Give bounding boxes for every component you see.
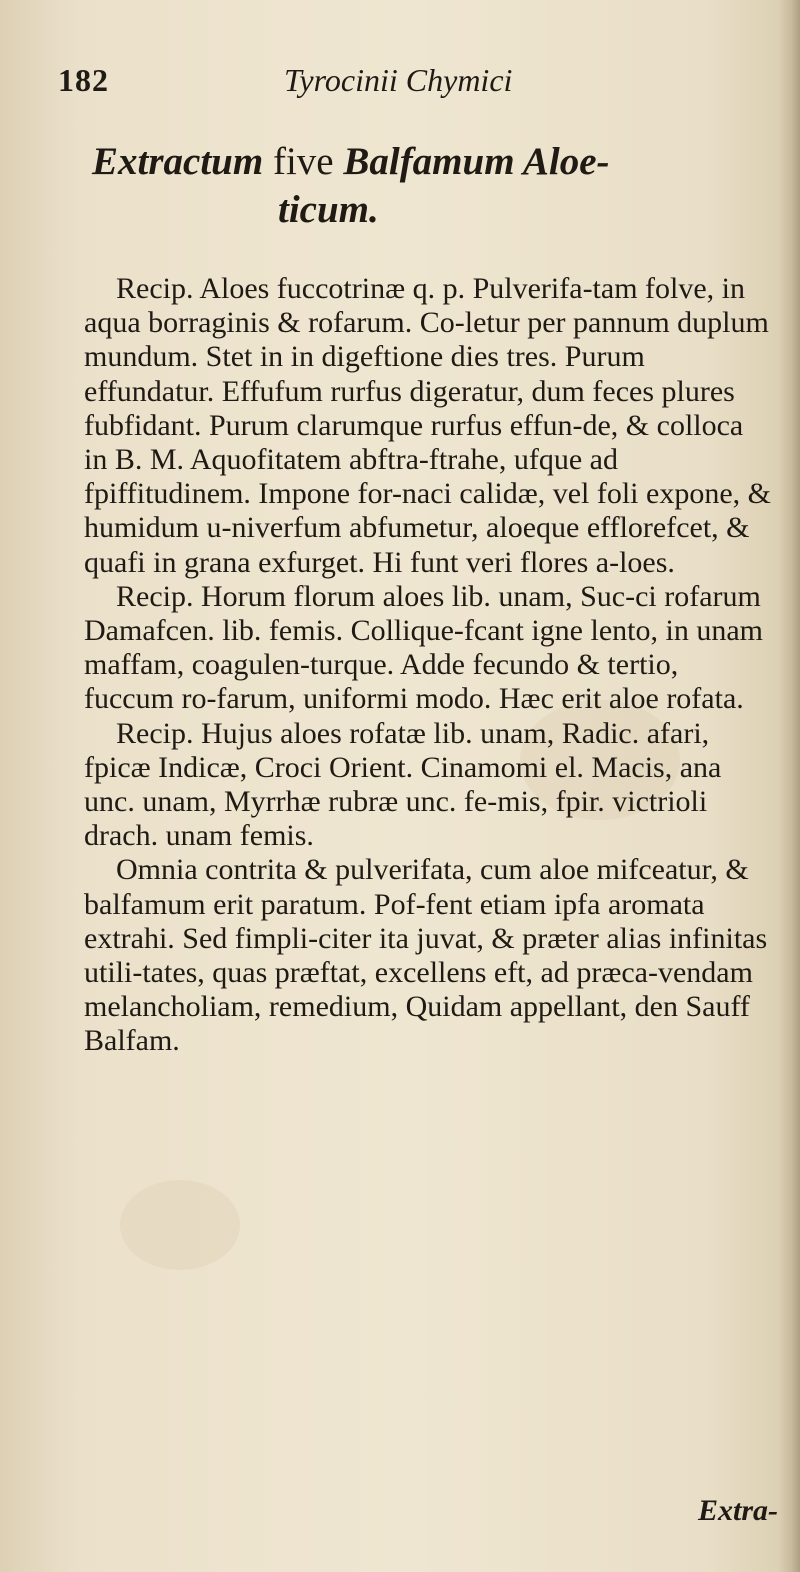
paragraph-2: Recip. Horum florum aloes lib. unam, Suc-ci rofarum Damafcen. lib. femis. Collique-fcant igne lento, in unam maffam, coagulen-turque. Adde fecundo & tertio, fuccum ro-farum, uniformi modo. Hæc erit aloe rofata.	[84, 579, 763, 716]
title-word-five: five	[263, 140, 344, 183]
section-title	[92, 138, 772, 234]
title-word-balfamum: Balfamum Aloe-	[343, 140, 610, 183]
page-edge-shadow	[778, 0, 800, 1572]
paragraph-3: Recip. Hujus aloes rofatæ lib. unam, Radic. afari, fpicæ Indicæ, Croci Orient. Cinamomi el. Macis, ana unc. unam, Myrrhæ rubræ unc. fe-mis, fpir. victrioli drach. unam femis.	[84, 716, 722, 853]
paragraph-1: Recip. Aloes fuccotrinæ q. p. Pulverifa-tam folve, in aqua borraginis & rofarum. Co-letur per pannum duplum mundum. Stet in in digeftione dies tres. Purum effundatur. Effufum rurfus digeratur, dum feces plures fubfidant. Purum clarumque rurfus effun-de, & colloca in B. M. Aquofitatem abftra-ftrahe, ufque ad fpiffitudinem. Impone for-naci calidæ, vel foli expone, & humidum u-niverfum abfumetur, aloeque efflorefcet, & quafi in grana exfurget. Hi funt veri flores a-loes.	[84, 272, 771, 579]
running-header	[58, 62, 760, 102]
page-number: 182	[58, 62, 109, 98]
paragraph-4: Omnia contrita & pulverifata, cum aloe mifceatur, & balfamum erit paratum. Pof-fent etiam ipfa aromata extrahi. Sed fimpli-citer ita juvat, & præter alias infinitas utili-tates, quas præftat, excellens eft, ad præca-vendam melancholiam, remedium, Quidam appellant, den Sauff Balfam.	[84, 853, 768, 1058]
title-line2: ticum.	[278, 188, 379, 231]
title-word-extractum: Extractum	[92, 140, 264, 183]
running-title: Tyrocinii Chymici	[284, 62, 513, 98]
catchword: Extra-	[697, 1494, 778, 1527]
paper-stain	[120, 1180, 240, 1270]
body-text	[84, 272, 774, 1059]
